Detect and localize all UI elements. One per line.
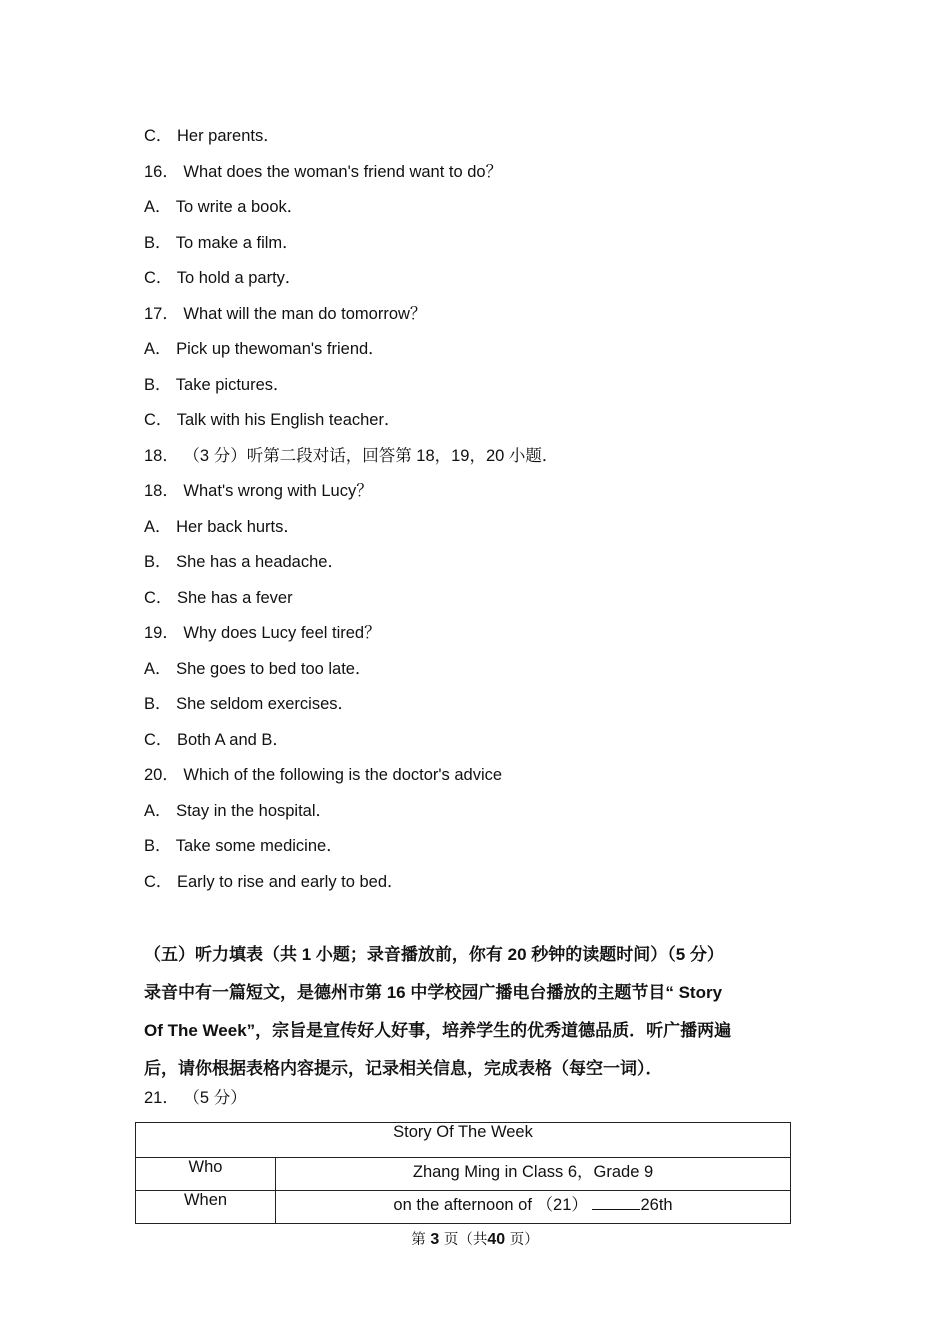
- question-line: B． She seldom exercises．: [144, 695, 354, 713]
- question-line: C． Early to rise and early to bed．: [144, 872, 404, 891]
- when-suffix: 26th: [640, 1196, 673, 1214]
- section-text-line: Of The Week”，宗旨是宣传好人好事，培养学生的优秀道德品质．听广播两遍: [144, 1021, 732, 1040]
- section-heading: （五）听力填表（共 1 小题；录音播放前，你有 20 秒钟的读题时间）（5 分）: [144, 945, 724, 964]
- table-title: Story Of The Week: [136, 1123, 791, 1158]
- question-line: A． Stay in the hospital．: [144, 801, 333, 820]
- footer-prefix: 第: [411, 1232, 426, 1248]
- question-line: 18． What's wrong with Lucy？: [144, 482, 373, 500]
- question-line: B． To make a film．: [144, 233, 299, 252]
- question-line: A． She goes to bed too late．: [144, 659, 372, 678]
- table-row: [136, 1123, 791, 1158]
- when-value: [276, 1191, 791, 1224]
- answer-blank-21[interactable]: [592, 1194, 640, 1210]
- question-line: C． To hold a party．: [144, 269, 302, 287]
- footer-middle: 页（共: [443, 1232, 488, 1248]
- question-line: A． Pick up thewoman's friend．: [144, 340, 385, 358]
- question-line: 16． What does the woman's friend want to do？: [144, 162, 503, 181]
- question-line: 20． Which of the following is the doctor's advice: [144, 766, 503, 784]
- question-line: C． Both A and B．: [144, 730, 289, 749]
- when-label: When: [136, 1191, 276, 1224]
- footer-suffix: 页）: [509, 1232, 539, 1248]
- story-of-the-week-table: [135, 1122, 791, 1224]
- question-line: 17． What will the man do tomorrow？: [144, 304, 427, 323]
- question-list: [144, 124, 844, 905]
- question-21-label: 21． （5 分）: [144, 1089, 247, 1107]
- page-footer: [0, 1228, 950, 1249]
- who-value: Zhang Ming in Class 6，Grade 9: [276, 1158, 791, 1191]
- when-prefix: on the afternoon of （21）: [393, 1196, 588, 1214]
- who-label: Who: [136, 1158, 276, 1191]
- question-line: B． Take pictures．: [144, 375, 290, 394]
- table-row: [136, 1191, 791, 1224]
- total-pages: 40: [487, 1231, 506, 1248]
- question-line: C． Talk with his English teacher．: [144, 411, 401, 429]
- table-row: [136, 1158, 791, 1191]
- question-line: A． To write a book．: [144, 198, 304, 216]
- question-line: 18． （3 分）听第二段对话，回答第 18，19，20 小题．: [144, 446, 559, 465]
- question-line: A． Her back hurts．: [144, 517, 300, 536]
- question-line: C． She has a fever: [144, 588, 293, 607]
- question-line: 19． Why does Lucy feel tired？: [144, 624, 381, 642]
- question-line: B． Take some medicine．: [144, 837, 343, 855]
- question-line: C． Her parents．: [144, 127, 280, 145]
- section-text-line: 后，请你根据表格内容提示，记录相关信息，完成表格（每空一词）．: [144, 1059, 663, 1078]
- page-number: 3: [430, 1231, 440, 1248]
- section-five-instructions: [144, 936, 814, 1088]
- section-text-line: 录音中有一篇短文，是德州市第 16 中学校园广播电台播放的主题节目“ Story: [144, 983, 723, 1002]
- question-line: B． She has a headache．: [144, 553, 344, 571]
